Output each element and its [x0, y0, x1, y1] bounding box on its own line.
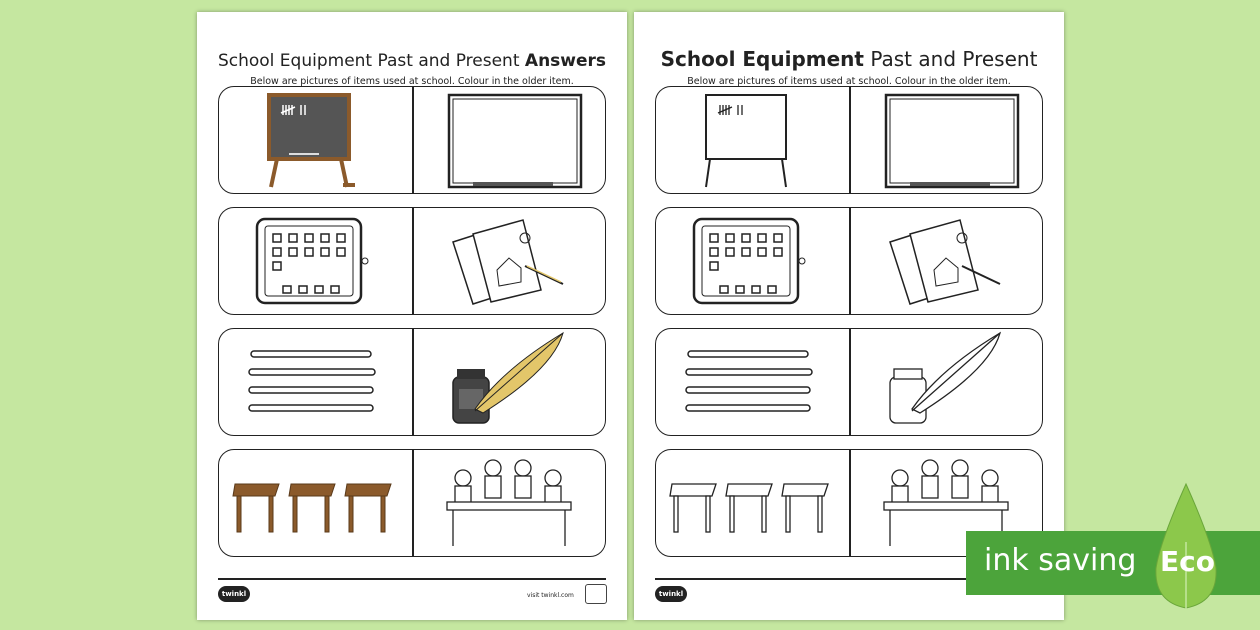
title-text: School Equipment Past and Present — [217, 51, 520, 71]
tablet-icon — [656, 208, 849, 313]
sheet-subtitle: Below are pictures of items used at school. Colour in the older item. — [250, 76, 574, 87]
children-table-icon — [413, 450, 606, 555]
pencils-icon — [656, 329, 849, 434]
old-desks-icon — [219, 450, 412, 555]
chalkboard-icon — [219, 87, 412, 192]
title-text: Past and Present — [870, 47, 1038, 71]
title-answers: Answers — [524, 51, 607, 71]
sheet-title — [634, 48, 1064, 70]
answer-sheet — [197, 12, 627, 620]
row-boards — [655, 86, 1043, 194]
row-tablet-paper — [218, 207, 606, 315]
ink-saving-label: ink saving — [984, 543, 1137, 578]
paper-drawing-icon — [413, 208, 606, 313]
row-writing — [655, 328, 1043, 436]
sheet-subtitle: Below are pictures of items used at school. Colour in the older item. — [687, 76, 1011, 87]
chalkboard-icon — [656, 87, 849, 192]
eco-badge: Eco — [1160, 545, 1215, 578]
quill-ink-icon — [413, 329, 606, 434]
pencils-icon — [219, 329, 412, 434]
quill-ink-icon — [850, 329, 1043, 434]
row-writing — [218, 328, 606, 436]
badge-icon — [585, 584, 607, 604]
twinkl-logo: twinkl — [218, 586, 250, 602]
footer-url: visit twinkl.com — [527, 592, 574, 599]
whiteboard-icon — [413, 87, 606, 192]
row-desks — [218, 449, 606, 557]
row-boards — [218, 86, 606, 194]
title-bold: School Equipment — [660, 47, 864, 71]
worksheet — [634, 12, 1064, 620]
whiteboard-icon — [850, 87, 1043, 192]
paper-drawing-icon — [850, 208, 1043, 313]
tablet-icon — [219, 208, 412, 313]
old-desks-icon — [656, 450, 849, 555]
twinkl-logo: twinkl — [655, 586, 687, 602]
sheet-title — [197, 50, 627, 72]
row-tablet-paper — [655, 207, 1043, 315]
